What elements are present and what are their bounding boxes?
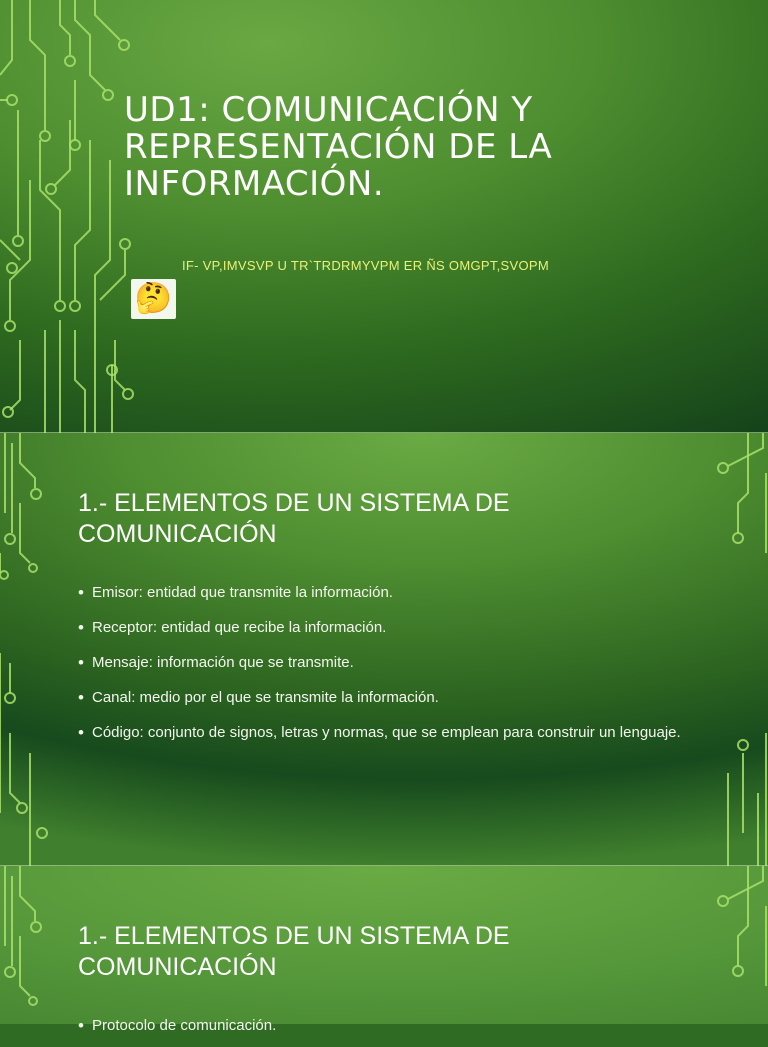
thinking-face-icon: 🤔 <box>131 279 176 319</box>
slide-subtitle: IF- VP,IMVSVP U TR`TRDRMYVPM ER ÑS OMGPT,SVOPM <box>182 258 550 273</box>
circuit-decoration-right-icon <box>688 433 768 866</box>
bullet-list <box>78 1012 698 1047</box>
circuit-decoration-left-icon <box>0 433 60 866</box>
circuit-decoration-icon <box>0 0 180 433</box>
slide-3 <box>0 866 768 1034</box>
list-item: • Emisor: entidad que transmite la información. <box>78 579 698 607</box>
slide-1 <box>0 0 768 433</box>
list-item: • Receptor: entidad que recibe la información. <box>78 614 698 642</box>
slide-title: 1.- ELEMENTOS DE UN SISTEMA DE COMUNICACIÓN <box>78 489 510 548</box>
list-item: • Canal: medio por el que se transmite la información. <box>78 684 698 712</box>
circuit-decoration-right-icon <box>688 866 768 1024</box>
list-item: • Protocolo de comunicación. <box>78 1012 698 1040</box>
slide-title: 1.- ELEMENTOS DE UN SISTEMA DE COMUNICACIÓN <box>78 922 510 981</box>
list-item: • Código: conjunto de signos, letras y normas, que se emplean para construir un lenguaje. <box>78 719 698 747</box>
slide-title: UD1: COMUNICACIÓN Y REPRESENTACIÓN DE LA INFORMACIÓN. <box>124 90 553 204</box>
bullet-list <box>78 579 698 754</box>
circuit-decoration-left-icon <box>0 866 60 1024</box>
list-item: • Mensaje: información que se transmite. <box>78 649 698 677</box>
slide-2 <box>0 433 768 866</box>
